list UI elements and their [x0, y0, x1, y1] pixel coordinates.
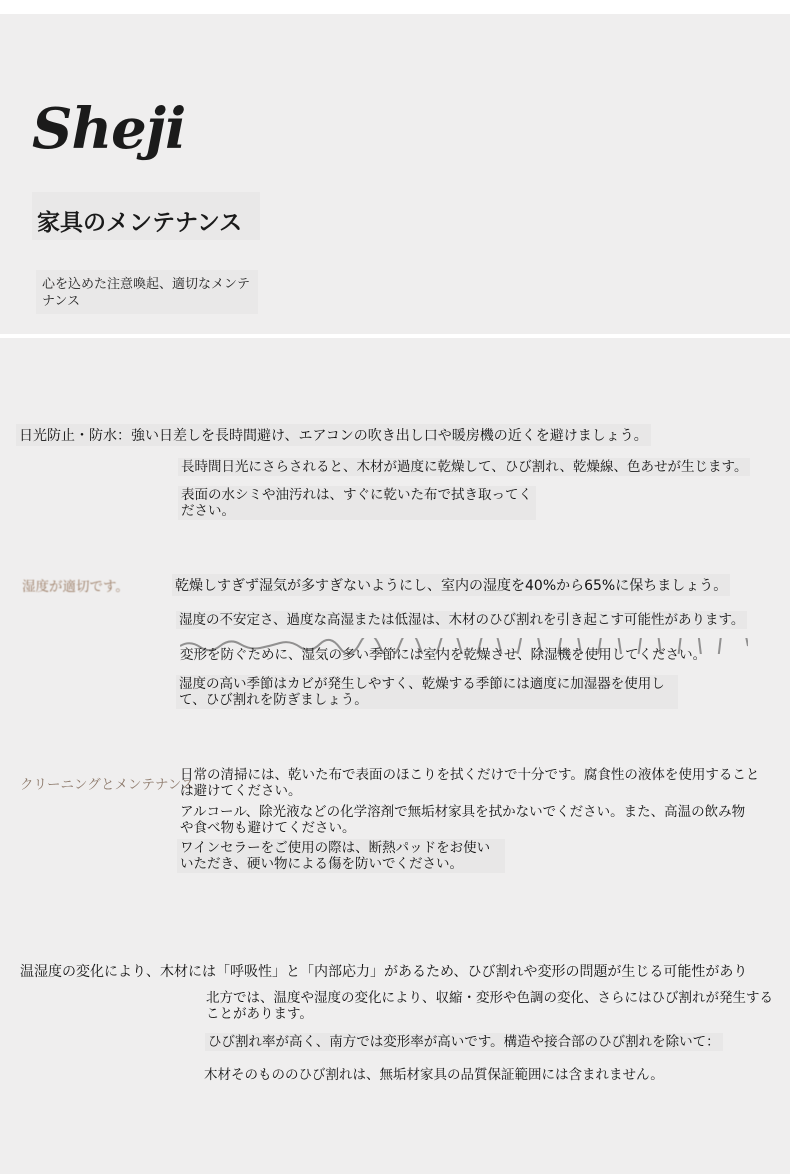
section-cleaning-paragraph-1: 日常の清掃には、乾いた布で表面のほこりを拭くだけで十分です。腐食性の液体を使用することは避けてください。 — [180, 767, 760, 799]
section-cleaning-side-label: クリーニングとメンテナンス — [20, 777, 195, 793]
section-humidity-side-label: 湿度が適切です。 — [22, 579, 129, 595]
section-humidity-paragraph-1: 湿度の不安定さ、過度な高湿または低湿は、木材のひび割れを引き起こす可能性があります。 — [176, 611, 747, 629]
section-humidity-heading: 乾燥しすぎず湿気が多すぎないようにし、室内の湿度を40%から65%に保ちましょう。 — [172, 574, 730, 596]
header-divider — [0, 334, 790, 338]
section-sun-paragraph-1: 長時間日光にさらされると、木材が過度に乾燥して、ひび割れ、乾燥線、色あせが生じます。 — [178, 458, 750, 476]
page-title: 家具のメンテナンス — [37, 210, 243, 236]
page-subtitle: 心を込めた注意喚起、適切なメンテナンス — [42, 277, 251, 309]
section-sun-paragraph-2: 表面の水シミや油汚れは、すぐに乾いた布で拭き取ってください。 — [178, 486, 536, 520]
section-wood-paragraph-3: 木材そのもののひび割れは、無垢材家具の品質保証範囲には含まれません。 — [204, 1067, 664, 1083]
top-strip — [0, 0, 790, 14]
section-wood-paragraph-2: ひび割れ率が高く、南方では変形率が高いです。構造や接合部のひび割れを除いて： — [205, 1033, 723, 1051]
section-sun-heading: 日光防止・防水：強い日差しを長時間避け、エアコンの吹き出し口や暖房機の近くを避けましょう。 — [16, 424, 651, 446]
section-humidity-paragraph-2: 変形を防ぐために、湿気の多い季節には室内を乾燥させ、除湿機を使用してください。 — [180, 647, 707, 663]
section-humidity-paragraph-3: 湿度の高い季節はカビが発生しやすく、乾燥する季節には適度に加湿器を使用して、ひび割れを防ぎましょう。 — [176, 675, 678, 709]
brand-logo: Sheji — [32, 96, 186, 162]
section-wood-paragraph-1: 北方では、温度や湿度の変化により、収縮・変形や色調の変化、さらにはひび割れが発生することがあります。 — [206, 990, 773, 1022]
section-cleaning-paragraph-3: ワインセラーをご使用の際は、断熱パッドをお使いいただき、硬い物による傷を防いでください。 — [177, 839, 505, 873]
section-cleaning-paragraph-2: アルコール、除光液などの化学溶剤で無垢材家具を拭かないでください。また、高温の飲み物や食べ物も避けてください。 — [180, 804, 746, 836]
section-wood-heading: 温湿度の変化により、木材には「呼吸性」と「内部応力」があるため、ひび割れや変形の問題が生じる可能性があり — [20, 964, 748, 980]
